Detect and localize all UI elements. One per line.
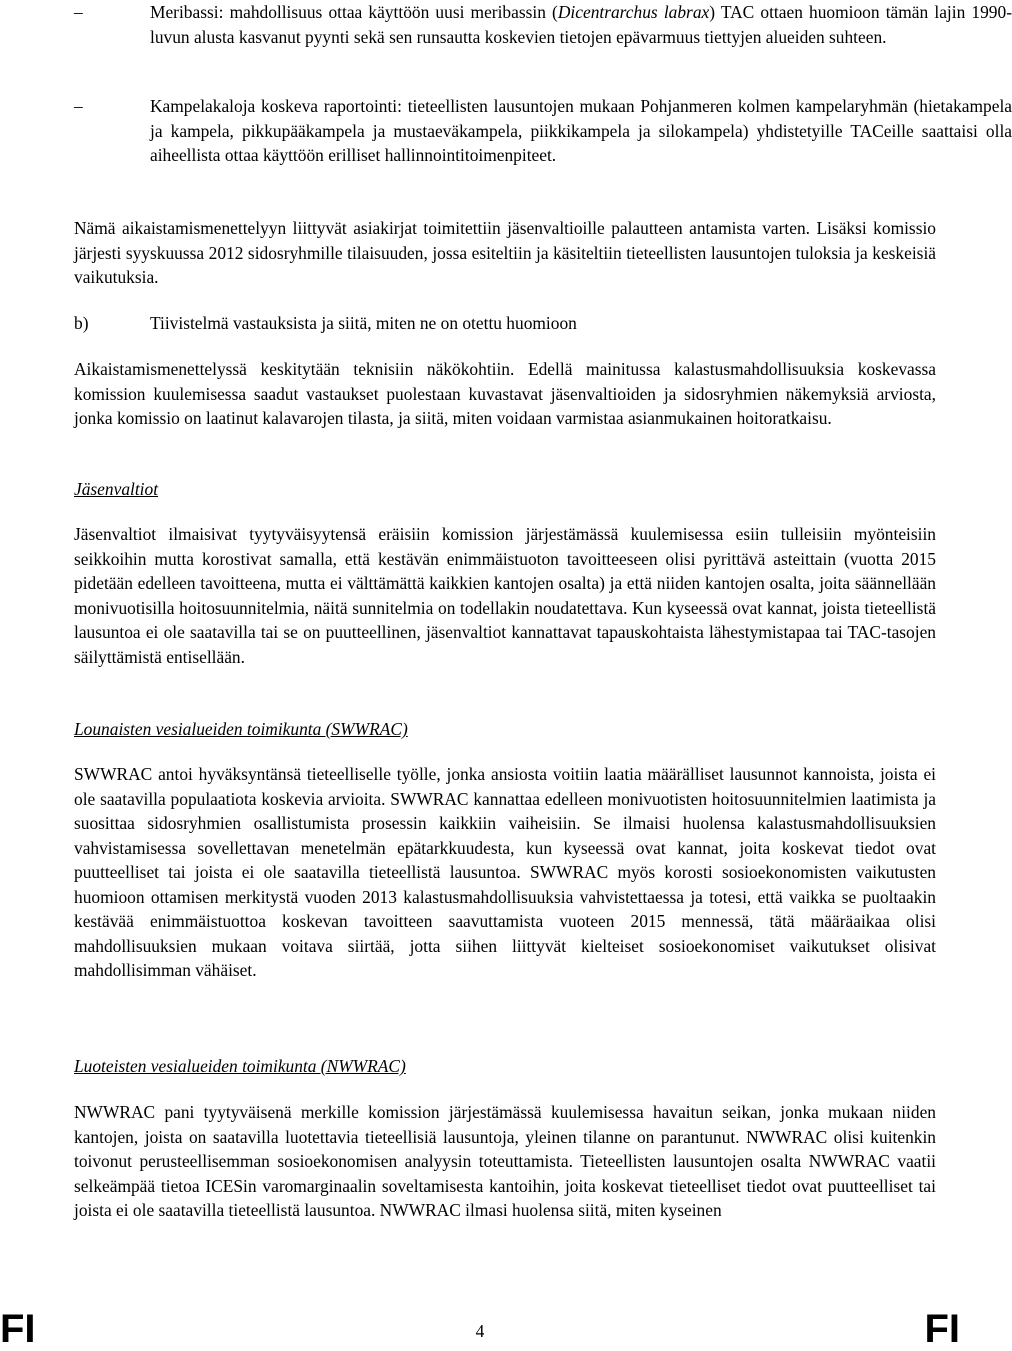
footer-language-right: FI xyxy=(924,1307,960,1351)
paragraph-consultation: Nämä aikaistamismenettelyyn liittyvät asiakirjat toimitettiin jäsenvaltioille palautteen antamista varten. Lisäksi komissio järjesti syyskuussa 2012 sidosryhmille tilaisuuden, jossa esiteltiin ja käsiteltiin tieteellisten lausuntojen tuloksia ja keskeisiä vaikutuksia. xyxy=(74,218,936,287)
bullet-item xyxy=(74,0,1012,49)
page-number: 4 xyxy=(475,1320,485,1341)
section-label: b) xyxy=(74,313,89,333)
bullet-item xyxy=(74,94,1012,168)
section-b-heading xyxy=(74,311,936,336)
bullet-text: Meribassi: mahdollisuus ottaa käyttöön uusi meribassin (Dicentrarchus labrax) TAC ottaen huomioon tämän lajin 1990-luvun alusta kasvanut pyynti sekä sen runsautta koskevien tietojen epävarmuus tiettyjen alueiden suhteen. xyxy=(150,2,1012,47)
bullet-dash: – xyxy=(74,96,83,116)
footer-language-left: FI xyxy=(0,1307,36,1351)
paragraph-nwwrac: NWWRAC pani tyytyväisenä merkille komission järjestämässä kuulemisessa havaitun seikan, jonka mukaan niiden kantojen, joista on saatavilla luotettavia tieteellisiä lausuntoja, yleinen tilanne on parantunut. NWWRAC olisi kuitenkin toivonut perusteellisemman sosioekonomisen analyysin toteuttamista. Tieteellisten lausuntojen osalta NWWRAC vaatii selkeämpää tietoa ICESin varomarginaalin soveltamisesta kantoihin, joita koskevat tieteelliset tiedot ovat puutteelliset tai joista ei ole saatavilla tieteellistä lausuntoa. NWWRAC ilmasi huolensa siitä, miten kyseinen xyxy=(74,1102,936,1220)
paragraph-summary: Aikaistamismenettelyssä keskitytään teknisiin näkökohtiin. Edellä mainitussa kalastusmahdollisuuksia koskevassa komission kuulemisessa saadut vastaukset puolestaan kuvastavat jäsenvaltioiden ja sidosryhmien näkemyksiä arviosta, jonka komissio on laatinut kalavarojen tilasta, ja siitä, miten voidaan varmistaa asianmukainen hoitoratkaisu. xyxy=(74,359,936,428)
heading-member-states: Jäsenvaltiot xyxy=(74,479,159,499)
bullet-text: Kampelakaloja koskeva raportointi: tieteellisten lausuntojen mukaan Pohjanmeren kolmen kampelaryhmän (hietakampela ja kampela, pikkupääkampela ja mustaeväkampela, piikkikampela ja silokampela) yhdistetyille TACeille saattaisi olla aiheellista ottaa käyttöön erilliset hallinnointitoimenpiteet. xyxy=(150,96,1012,165)
section-title: Tiivistelmä vastauksista ja siitä, miten ne on otettu huomioon xyxy=(150,313,577,333)
paragraph-member-states: Jäsenvaltiot ilmaisivat tyytyväisyytensä eräisiin komission järjestämässä kuulemisessa esiin tulleisiin myönteisiin seikkoihin mutta korostivat samalla, että kestävän enimmäistuoton tavoitteeseen olisi pyrittävä asteittain (vuotta 2015 pidetään edelleen tavoitteena, mutta ei välttämättä kaikkien kantojen osalta) ja että niiden kantojen osalta, joita säännellään monivuotisilla hoitosuunnitelmia, näitä sunnitelmia on todellakin noudatettava. Kun kyseessä ovat kannat, joista tieteellistä lausuntoa ei ole saatavilla tai se on puutteellinen, jäsenvaltiot kannattavat tapauskohtaista lähestymistapaa tai TAC-tasojen säilyttämistä entisellään. xyxy=(74,524,936,667)
heading-swwrac: Lounaisten vesialueiden toimikunta (SWWRAC) xyxy=(74,719,408,739)
bullet-dash: – xyxy=(74,2,83,22)
heading-nwwrac: Luoteisten vesialueiden toimikunta (NWWRAC) xyxy=(74,1056,406,1076)
paragraph-swwrac: SWWRAC antoi hyväksyntänsä tieteelliselle työlle, jonka ansiosta voitiin laatia määrälliset lausunnot kannoista, joista ei ole saatavilla populaatiota koskevia arvioita. SWWRAC kannattaa edelleen monivuotisten hoitosuunnitelmien laatimista ja suosittaa sidosryhmien osallistumista prosessin kaikkiin vaiheisiin. Se ilmaisi huolensa kalastusmahdollisuuksien vahvistamisessa sovellettavan menetelmän epätarkkuudesta, kun kyseessä ovat kannat, joita koskevat tiedot ovat puutteelliset tai joista ei ole saatavilla tieteellistä lausuntoa. SWWRAC myös korosti sosioekonomisten vaikutusten huomioon ottamisen merkitystä vuoden 2013 kalastusmahdollisuuksia vahvistettaessa ja totesi, että vaikka se puoltaakin kestävää enimmäistuottoa koskevan tavoitteen saavuttamista vuoteen 2015 mennessä, tätä määräaikaa olisi mahdollisuuksien mukaan voitava siirtää, jotta siihen liittyvät kielteiset sosioekonomiset vaikutukset olisivat mahdollisimman vähäiset. xyxy=(74,764,936,980)
